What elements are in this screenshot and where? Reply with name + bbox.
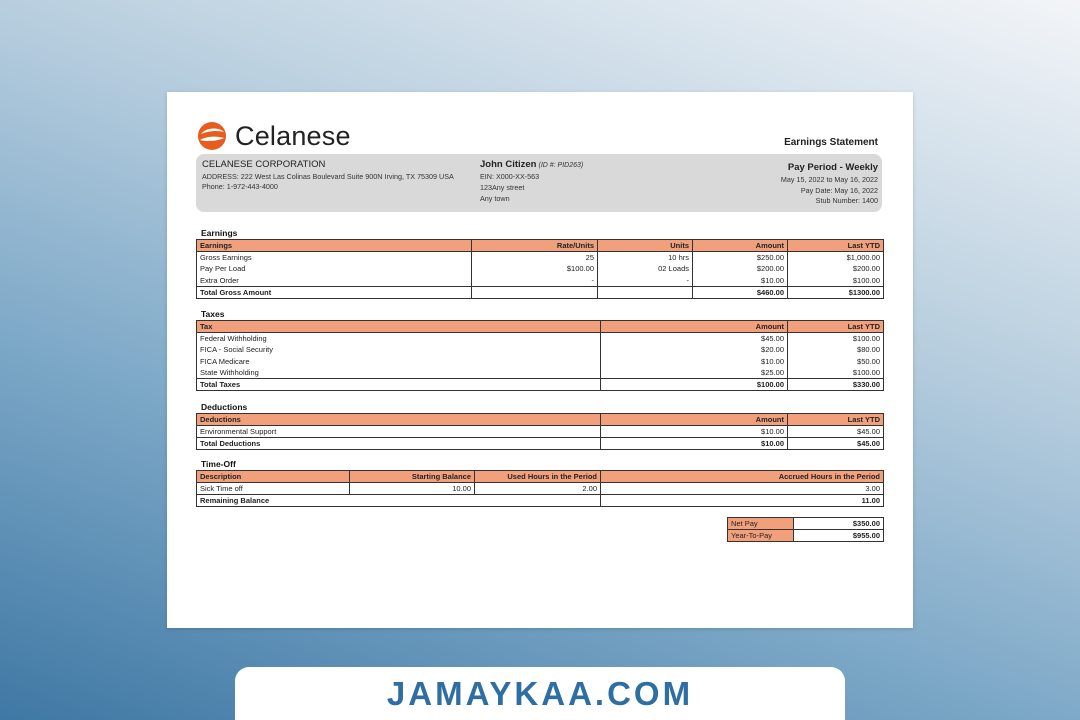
company-address: ADDRESS: 222 West Las Colinas Boulevard Suite 900N Irving, TX 75309 USA <box>202 172 454 181</box>
earnings-total-row <box>197 286 884 298</box>
deductions-section-title: Deductions <box>201 402 248 412</box>
header-starting-balance: Starting Balance <box>350 471 475 483</box>
employee-town: Any town <box>480 194 510 203</box>
deduction-description: Environmental Support <box>200 427 277 436</box>
earnings-table <box>196 239 884 299</box>
header-accrued-hours: Accrued Hours in the Period <box>601 471 884 483</box>
taxes-total-row <box>197 379 884 391</box>
company-name: CELANESE CORPORATION <box>202 159 326 170</box>
header-deductions: Deductions <box>197 414 601 426</box>
net-pay-label: Net Pay <box>728 518 794 530</box>
total-gross-ytd: $1300.00 <box>788 286 884 298</box>
employee-id: (ID #: PID263) <box>538 162 584 169</box>
header-tax: Tax <box>197 321 601 333</box>
year-to-pay-label: Year-To-Pay <box>728 530 794 542</box>
year-to-pay-value: $955.00 <box>794 530 884 542</box>
deductions-total-row <box>197 438 884 450</box>
pay-period-title: Pay Period - Weekly <box>787 162 878 173</box>
table-row <box>197 252 884 264</box>
tax-ytd: $100.00 <box>788 367 884 379</box>
tax-ytd: $50.00 <box>788 356 884 368</box>
table-row <box>197 426 884 438</box>
header-last-ytd: Last YTD <box>788 414 884 426</box>
site-banner <box>235 667 845 720</box>
net-pay-value: $350.00 <box>794 518 884 530</box>
header-used-hours: Used Hours in the Period <box>475 471 601 483</box>
header-info-box <box>196 154 882 212</box>
pay-period-info <box>781 162 878 207</box>
total-taxes-label: Total Taxes <box>197 379 601 391</box>
employee-ein: EIN: X000-XX-563 <box>480 172 540 181</box>
table-row <box>197 356 884 368</box>
logo-text: Celanese <box>235 120 351 151</box>
celanese-logo-icon <box>197 121 227 151</box>
tax-amount: $10.00 <box>601 356 788 368</box>
total-taxes-ytd: $330.00 <box>788 379 884 391</box>
employee-name: John Citizen <box>480 159 537 170</box>
taxes-section-title: Taxes <box>201 309 225 319</box>
total-deductions-amount: $10.00 <box>601 438 788 450</box>
year-to-pay-row <box>728 530 884 542</box>
remaining-balance-row <box>197 495 884 507</box>
header-rate-units: Rate/Units <box>472 240 598 252</box>
total-deductions-ytd: $45.00 <box>788 438 884 450</box>
tax-amount: $25.00 <box>601 367 788 379</box>
earning-ytd: $1,000.00 <box>788 252 884 264</box>
statement-title: Earnings Statement <box>784 137 878 148</box>
tax-ytd: $80.00 <box>788 344 884 356</box>
tax-description: Federal Withholding <box>200 334 267 344</box>
deductions-header-row <box>197 414 884 426</box>
earning-rate: 25 <box>472 252 598 264</box>
timeoff-header-row <box>197 471 884 483</box>
earning-description: Gross Earnings <box>200 253 252 263</box>
earning-units: - <box>598 275 693 287</box>
total-rate-empty <box>472 286 598 298</box>
earning-description: Extra Order <box>200 275 239 285</box>
header-amount: Amount <box>601 414 788 426</box>
stub-number: Stub Number: 1400 <box>815 196 878 205</box>
earning-units: 10 hrs <box>598 252 693 264</box>
tax-ytd: $100.00 <box>788 333 884 345</box>
deduction-ytd: $45.00 <box>788 426 884 438</box>
table-row <box>197 483 884 495</box>
employee-street: 123Any street <box>480 183 525 192</box>
banner-text: JAMAYKAA.COM <box>386 675 694 712</box>
remaining-balance-value: 11.00 <box>601 495 884 507</box>
timeoff-used-hours: 2.00 <box>475 483 601 495</box>
net-pay-row <box>728 518 884 530</box>
total-taxes-amount: $100.00 <box>601 379 788 391</box>
tax-description: FICA - Social Security <box>200 345 273 355</box>
deductions-table <box>196 413 884 450</box>
total-units-empty <box>598 286 693 298</box>
header-units: Units <box>598 240 693 252</box>
pay-period-range: May 15, 2022 to May 16, 2022 <box>780 175 878 184</box>
table-row <box>197 275 884 287</box>
header-last-ytd: Last YTD <box>788 321 884 333</box>
total-gross-amount: $460.00 <box>693 286 788 298</box>
earning-ytd: $100.00 <box>788 275 884 287</box>
timeoff-table <box>196 470 884 507</box>
table-row <box>197 263 884 275</box>
table-row <box>197 333 884 345</box>
header-amount: Amount <box>601 321 788 333</box>
earning-amount: $200.00 <box>693 263 788 275</box>
earning-ytd: $200.00 <box>788 263 884 275</box>
earning-amount: $10.00 <box>693 275 788 287</box>
remaining-balance-label: Remaining Balance <box>197 495 601 507</box>
header-amount: Amount <box>693 240 788 252</box>
earnings-section-title: Earnings <box>201 228 238 238</box>
earning-description: Pay Per Load <box>200 264 246 274</box>
header-description: Description <box>197 471 350 483</box>
earning-units: 02 Loads <box>598 263 693 275</box>
timeoff-description: Sick Time off <box>200 484 243 493</box>
earning-rate: $100.00 <box>472 263 598 275</box>
pay-date: Pay Date: May 16, 2022 <box>800 185 878 195</box>
tax-description: State Withholding <box>200 368 259 378</box>
timeoff-starting-balance: 10.00 <box>350 483 475 495</box>
header-last-ytd: Last YTD <box>788 240 884 252</box>
total-deductions-label: Total Deductions <box>197 438 601 450</box>
earning-rate: - <box>472 275 598 287</box>
timeoff-accrued-hours: 3.00 <box>601 483 884 495</box>
tax-description: FICA Medicare <box>200 356 250 366</box>
header-earnings: Earnings <box>197 240 472 252</box>
tax-amount: $20.00 <box>601 344 788 356</box>
earnings-statement-sheet <box>167 92 913 628</box>
company-phone: Phone: 1-972-443-4000 <box>202 182 278 191</box>
deduction-amount: $10.00 <box>601 426 788 438</box>
taxes-header-row <box>197 321 884 333</box>
company-logo <box>197 120 351 152</box>
total-gross-label: Total Gross Amount <box>197 286 472 298</box>
table-row <box>197 367 884 379</box>
earning-amount: $250.00 <box>693 252 788 264</box>
net-pay-table <box>727 517 884 542</box>
earnings-header-row <box>197 240 884 252</box>
employee-info <box>480 159 583 203</box>
taxes-table <box>196 320 884 391</box>
timeoff-section-title: Time-Off <box>201 459 236 469</box>
tax-amount: $45.00 <box>601 333 788 345</box>
table-row <box>197 344 884 356</box>
